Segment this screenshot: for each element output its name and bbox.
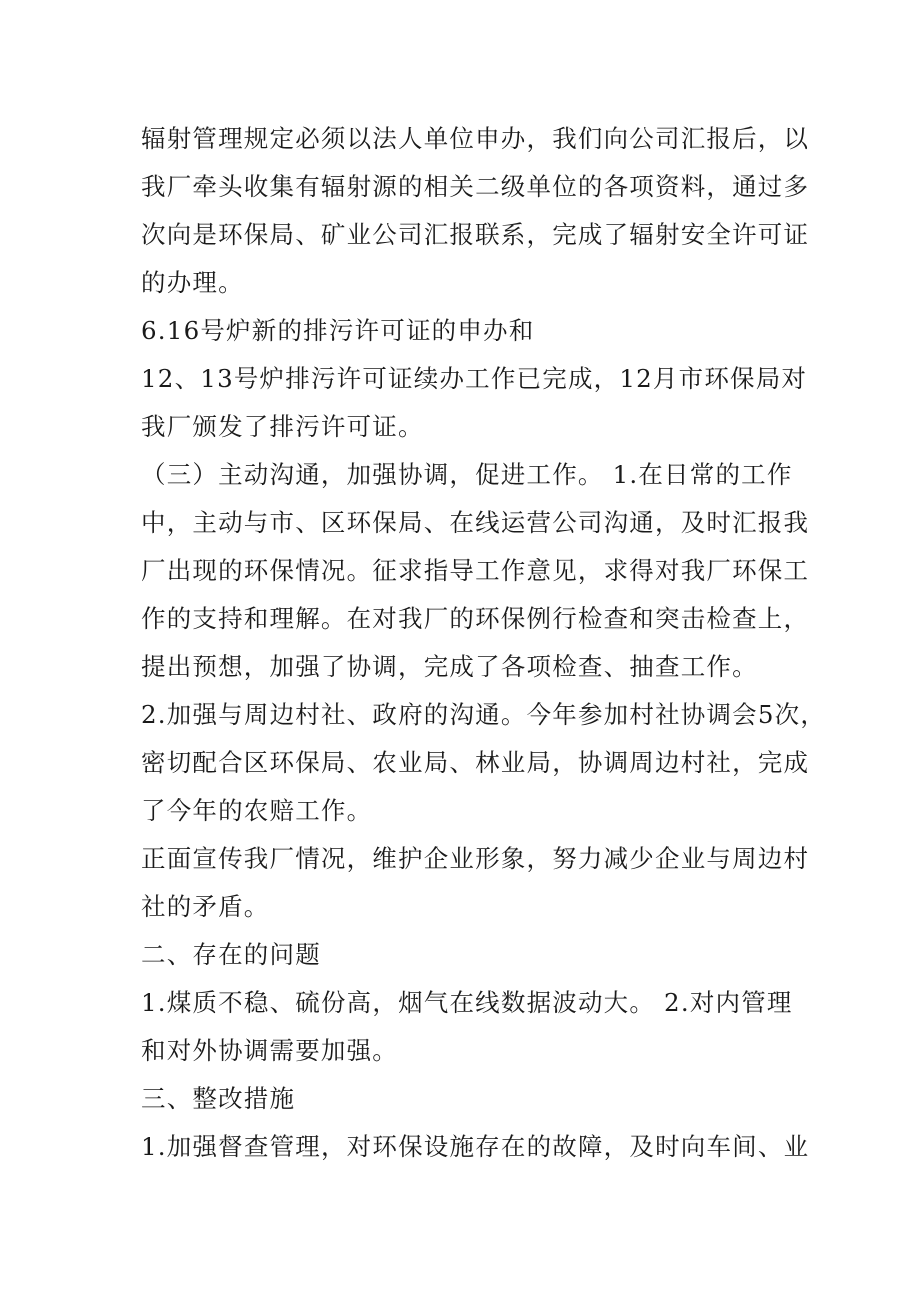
text-line: 次向是环保局、矿业公司汇报联系，完成了辐射安全许可证	[141, 220, 810, 249]
text-line: 2.加强与周边村社、政府的沟通。今年参加村社协调会5次，	[141, 700, 827, 729]
text-line: 密切配合区环保局、农业局、林业局，协调周边村社，完成	[141, 748, 810, 777]
text-line: 我厂颁发了排污许可证。	[141, 412, 424, 441]
text-line: 的办理。	[141, 268, 244, 297]
text-line: 社的矛盾。	[141, 892, 270, 921]
text-line: 1.加强督查管理，对环保设施存在的故障，及时向车间、业	[141, 1132, 810, 1161]
text-line: 正面宣传我厂情况，维护企业形象，努力减少企业与周边村	[141, 844, 810, 873]
section-heading: 二、存在的问题	[141, 940, 321, 969]
text-line: 和对外协调需要加强。	[141, 1036, 398, 1065]
text-line: 提出预想，加强了协调，完成了各项检查、抽查工作。	[141, 652, 758, 681]
section-heading: 三、整改措施	[141, 1084, 296, 1113]
text-line: 1.煤质不稳、硫份高，烟气在线数据波动大。 2.对内管理	[141, 988, 793, 1017]
text-line: 中，主动与市、区环保局、在线运营公司沟通，及时汇报我	[141, 508, 810, 537]
text-line: 作的支持和理解。在对我厂的环保例行检查和突击检查上，	[141, 604, 810, 633]
text-line: 了今年的农赔工作。	[141, 796, 373, 825]
text-line: （三）主动沟通，加强协调，促进工作。 1.在日常的工作	[141, 460, 793, 489]
text-line: 我厂牵头收集有辐射源的相关二级单位的各项资料，通过多	[141, 172, 810, 201]
text-line: 辐射管理规定必须以法人单位申办，我们向公司汇报后，以	[141, 124, 810, 153]
text-line: 厂出现的环保情况。征求指导工作意见，求得对我厂环保工	[141, 556, 810, 585]
text-line: 12、13号炉排污许可证续办工作已完成，12月市环保局对	[141, 364, 808, 393]
text-line: 6.16号炉新的排污许可证的申办和	[141, 316, 535, 345]
